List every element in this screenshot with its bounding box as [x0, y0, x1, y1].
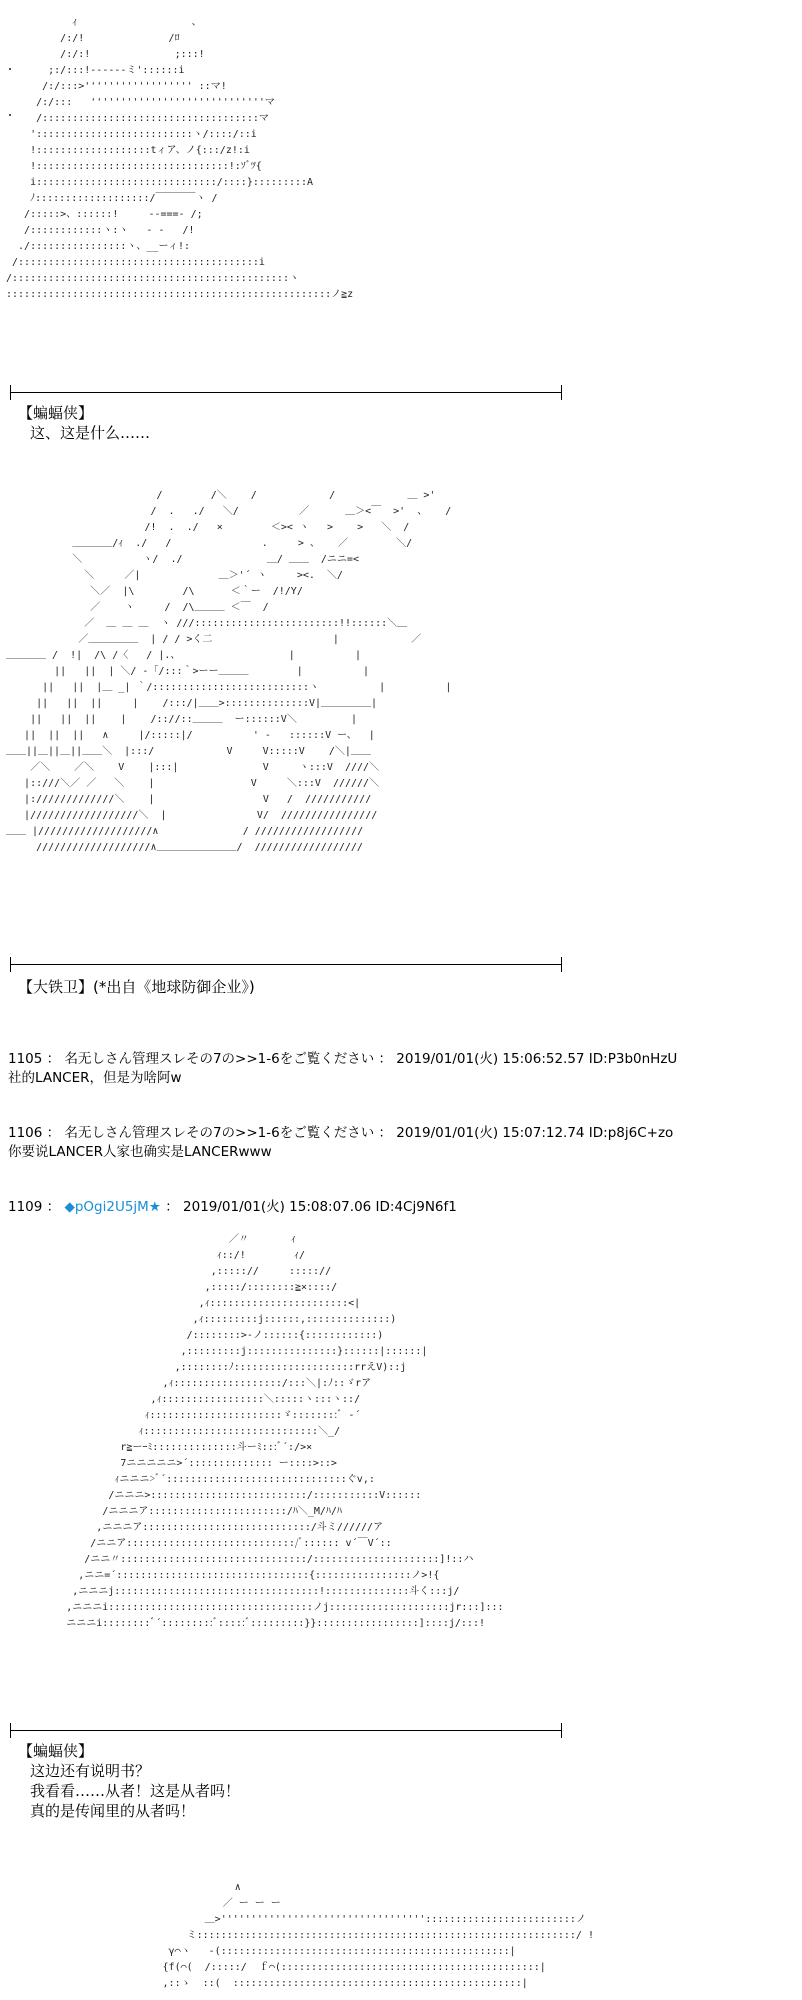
divider-rule: [10, 392, 562, 393]
speaker-label: 【蝙蝠侠】: [18, 1742, 94, 1760]
divider-rule: [10, 1730, 562, 1731]
post-header-1105: 1105 ： 名无しさん管理スレその7の>>1-6をご覧ください ： 2019/01/01(火) 15:06:52.57 ID:P3b0nHzU: [8, 1051, 678, 1067]
ascii-art-batman-head: ｨ 、 /:/! /ﾛ /:/:! ;:::! ;:/:::!------ミ'::::::i /:/:::>'''''''''''''''''' ::マ! /:/::: '''''''''''''''''''''''''''''マ /::::::::::::::::::::::::::::::::::::マ '::::::::::::::::::::::::::ヽ/::::/::i !:::::::::::::::::::tィア、ノ{:::/z!:i !::::::::::::::::::::::::::::::::!:ｿﾞﾂ{ i::::::::::::::::::::::::::::::/::::}:::::::::A ﾉ:::::::::::::::::::/￣￣￣￣ヽ / /:::::>、::::::! --===- /; /::::::::::::ヽ:ヽ - - /! ./::::::::::::::::ヽ、__ーィ!: /::::::::::::::::::::::::::::::::::::::::i /::::::::::::::::::::::::::::::::::::::::::::::ヽ ::::::::::::::::::::::::::::::::::::::::::::::::::::::ノ≧z: [6, 17, 354, 300]
divider-end-left: [10, 385, 11, 400]
ascii-art-servant: ／〃 ｨ ｨ::/! ｨ/ ,:::::// :::::// ,:::::/::::::::≧×::::/ ,ｨ:::::::::::::::::::::::<| ,ｨ:::::::::j::::::,::::::::::::::) /::::::::>-ノ::::::{::::::::::::) ,:::::::::j:::::::::::::::}::::::|::::::| ,::::::::ﾉ::::::::::::::::::::rrえV)::j ,ｨ::::::::::::::::::/:::＼|:ﾉ::ゞrア ,ｨ:::::::::::::::::＼:::::ヽ:::ヽ::/ ｨ::::::::::::::::::::::ゞ::::::::ﾞ -´ ｨ:::::::::::::::::::::::::::::＼_/ r≧ーｰﾐ::::::::::::::斗ーﾐ:::ﾞ´:/>× 7ニニニニニ>´:::::::::::::: ー::::>::> ｨニニニ>ﾞ´::::::::::::::::::::::::::::::ぐv,: /ニニニ>::::::::::::::::::::::::::/:::::::::::V:::::: /ニニニア:::::::::::::::::::::::/ﾊ＼_M/ﾊ/ﾊ ,ニニニア::::::::::::::::::::::::::::/斗ミ//////ア /ニニア::::::::::::::::::::::::::::/ﾞ:::::: v´￣V´:: /ニニ〃:::::::::::::::::::::::::::::::/:::::::::::::::::::::]!::ハ ,ニニ=´::::::::::::::::::::::::::::::::{::::::::::::::::ノ>!{ ,ニニニj::::::::::::::::::::::::::::::::::!::::::::::::::斗く:::j/ ,ニニニi::::::::::::::::::::::::::::::::::ノj::::::::::::::::::::jr:::]::: ニニニi::::::::ﾞ´:::::::::ﾞ:::::ﾞ:::::::::}}:::::::::::::::::]::::j/:::!: [66, 1234, 504, 1629]
divider-end-right: [561, 385, 562, 400]
ascii-art-fortress: / /＼ / / ＿ >' / . ./ ＼/ ／ ＿＞<￣ >' 、 / /! . ./ × ＜>< ヽ > > ＼ / ＿＿＿＿/ｨ ./ / . > 、 ／ ＼/ ＼ ヽ/ ./ ＿/ ＿＿ /ニニ=< ＼ ／| ＿＞'´ ヽ ><. ＼/ ＼／ |\ /\ ＜｀ー /!/Y/ ／ ヽ / /\＿＿＿ ＜￣ / ／ ＿ ＿ ＿ ヽ ///::::::::::::::::::::::::!!::::::＼＿ ／＿＿＿＿＿ | / / >く二 | ／ ＿＿＿＿ / !| /\ /〈 / |.、 | | || || | ＼/ -「/:::｀>ーー＿＿＿ | | || || |＿ _| ｀/::::::::::::::::::::::::::ヽ | | || || || | /:::/|＿＿>::::::::::::::V|＿＿＿＿＿| || || || | /:://::＿＿＿ ー::::::V＼ | || || || ∧ |/:::::|/ ' - ::::::V ー、 | ＿＿||＿||＿||＿＿＼ |:::/ V V:::::V /＼|＿＿ ／＼ ／＼ V |:::| V ヽ:::V ////＼ |::///＼／ ／ ＼ | V ＼:::V //////＼ |://///////////＼ | V / /////////// |//////////////////＼ | V/ //////////////// ＿＿ |///////////////////∧ / ////////////////// ///////////////////∧＿＿＿＿＿＿＿＿/ //////////////////: [6, 490, 452, 853]
speaker-name: 【大铁卫】: [18, 978, 94, 996]
dialogue-line: 这、这是什么……: [30, 424, 151, 442]
author-trip-link[interactable]: ◆pOgi2U5jM★: [64, 1199, 161, 1215]
divider-end-right: [561, 957, 562, 972]
post-number: 1109 ：: [8, 1199, 61, 1215]
speaker-label: [18, 977, 255, 997]
source-note: (*出自《地球防御企业》): [93, 978, 255, 996]
speaker-label: 【蝙蝠侠】: [18, 404, 94, 422]
divider-end-right: [561, 1723, 562, 1738]
dialogue-line: 真的是传闻里的从者吗！: [30, 1802, 196, 1820]
divider-rule: [10, 964, 562, 965]
divider-end-left: [10, 957, 11, 972]
post-header-1109: [8, 1198, 457, 1216]
post-header-1106: 1106 ： 名无しさん管理スレその7の>>1-6をご覧ください ： 2019/01/01(火) 15:07:12.74 ID:p8j6C+zo: [8, 1125, 674, 1141]
post-meta: ： 2019/01/01(火) 15:08:07.06 ID:4Cj9N6f1: [165, 1199, 457, 1215]
post-body-1106: 你要说LANCER人家也确实是LANCERwww: [8, 1144, 272, 1160]
dialogue-line: 这边还有说明书？: [30, 1762, 151, 1780]
post-body-1105: 社的LANCER，但是为啥阿w: [8, 1070, 182, 1086]
divider-end-left: [10, 1723, 11, 1738]
ascii-art-servant-partial: ∧ ／ ー ー ー ＿>'''''''''''''''''''''''''''''''''':::::::::::::::::::::::::ノ ミ:::::::::::::::::::::::::::::::::::::::::::::::::::::::::::::::/ ! γ⌒ヽ -(::::::::::::::::::::::::::::::::::::::::::::::::| {f(⌒( /:::::/ ｆ⌒(:::::::::::::::::::::::::::::::::::::::::::| ,::ゝ ::( ::::::::::::::::::::::::::::::::::::::::::::::::|: [162, 1882, 594, 1989]
dialogue-line: 我看看……从者！这是从者吗！: [30, 1782, 241, 1800]
